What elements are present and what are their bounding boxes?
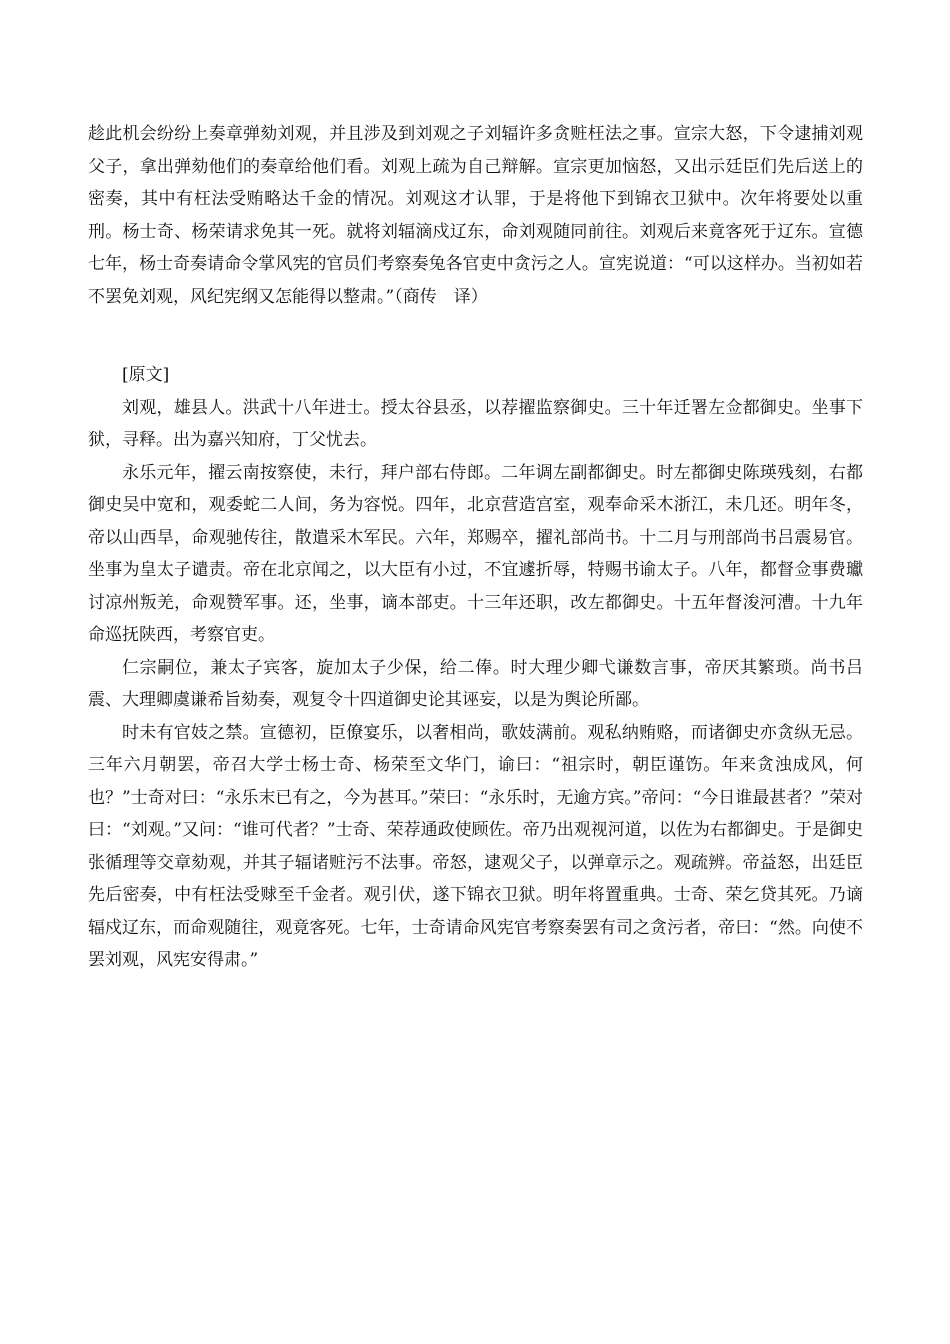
original-paragraph: 时未有官妓之禁。宣德初，臣僚宴乐，以奢相尚，歌妓满前。观私纳贿赂，而诸御史亦贪纵无忌。三年六月朝罢，帝召大学士杨士奇、杨荣至文华门，谕曰：“祖宗时，朝臣谨饬。年来贪浊成风，何也？”士奇对曰：“永乐末已有之，今为甚耳。”荣曰：“永乐时，无逾方宾。”帝问：“今日谁最甚者？”荣对曰：“刘观。”又问：“谁可代者？”士奇、荣荐通政使顾佐。帝乃出观视河道，以佐为右都御史。于是御史张循理等交章劾观，并其子辐诸赃污不法事。帝怒，逮观父子，以弹章示之。观疏辨。帝益怒，出廷臣先后密奏，中有枉法受赇至千金者。观引伏，遂下锦衣卫狱。明年将置重典。士奇、荣乞贷其死。乃谪辐戍辽东，而命观随往，观竟客死。七年，士奇请命风宪官考察奏罢有司之贪污者，帝曰：“然。向使不罢刘观，风宪安得肃。” [88, 722, 863, 970]
translation-paragraph: 趁此机会纷纷上奏章弹劾刘观，并且涉及到刘观之子刘辐许多贪赃枉法之事。宣宗大怒，下令逮捕刘观父子，拿出弹劾他们的奏章给他们看。刘观上疏为自己辩解。宣宗更加恼怒，又出示廷臣们先后送上的密奏，其中有枉法受贿略达千金的情况。刘观这才认罪，于是将他下到锦衣卫狱中。次年将要处以重刑。杨士奇、杨荣请求免其一死。就将刘辐滴戍辽东，命刘观随同前往。刘观后来竟客死于辽东。宣德七年，杨士奇奏请命令掌风宪的官员们考察奏兔各官吏中贪污之人。宣宪说道：“可以这样办。当初如若不罢免刘观，风纪宪纲又怎能得以整肃。”（商传 译） [88, 124, 863, 307]
original-paragraph: 永乐元年，擢云南按察使，未行，拜户部右侍郎。二年调左副都御史。时左都御史陈瑛残刻，右都御史吴中宽和，观委蛇二人间，务为容悦。四年，北京营造宫室，观奉命采木浙江，未几还。明年冬，帝以山西旱，命观驰传往，散遣采木军民。六年，郑赐卒，擢礼部尚书。十二月与刑部尚书吕震易官。坐事为皇太子谴责。帝在北京闻之，以大臣有小过，不宜遽折辱，特赐书谕太子。八年，都督佥事费瓛讨凉州叛羌，命观赞军事。还，坐事，谪本部吏。十三年还职，改左都御史。十五年督浚河漕。十九年命巡抚陕西，考察官吏。 [88, 462, 863, 645]
original-paragraph: 仁宗嗣位，兼太子宾客，旋加太子少保，给二俸。时大理少卿弋谦数言事，帝厌其繁琐。尚书吕震、大理卿虞谦希旨劾奏，观复令十四道御史论其诬妄，以是为舆论所鄙。 [88, 657, 863, 710]
original-paragraph: 刘观，雄县人。洪武十八年进士。授太谷县丞，以荐擢监察御史。三十年迁署左佥都御史。坐事下狱，寻释。出为嘉兴知府，丁父忧去。 [88, 397, 863, 450]
document-body [88, 118, 863, 977]
original-text-heading: [原文] [122, 365, 170, 385]
